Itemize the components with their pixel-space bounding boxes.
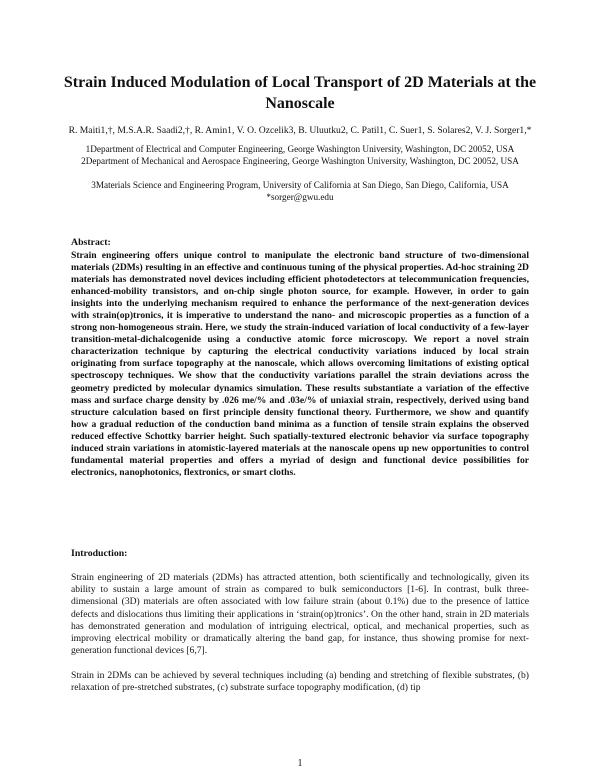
intro-paragraph-2: Strain in 2DMs can be achieved by several techniques including (a) bending and stretching of flexible substrates, (b) relaxation of pre-stretched substrates, (c) substrate surface topography modification, (d) tip (71, 670, 529, 694)
paper-title: Strain Induced Modulation of Local Transport of 2D Materials at the Nanoscale (63, 74, 537, 112)
affiliation-3: 3Materials Science and Engineering Program, University of California at San Diego, San Diego, California, USA (91, 180, 509, 190)
abstract-text: Strain engineering offers unique control to manipulate the electronic band structure of two-dimensional materials (2DMs) resulting in an effective and continuous tuning of the physical properties. Ad-hoc straining 2D materials has demonstrated novel devices including efficient photodetectors at telecommunication frequencies, enhanced-mobility transistors, and on-chip single photon source, for example. However, in order to gain insights into the underlying mechanism required to enhance the performance of the next-generation devices with strain(op)tronics, it is imperative to understand the nano- and microscopic properties as a function of a strong non-homogeneous strain. Here, we study the strain-induced variation of local conductivity of a few-layer transition-metal-dichalcogenide using a conductive atomic force microscopy. We report a novel strain characterization technique by capturing the electrical conductivity variations induced by local strain originating from surface topography at the nanoscale, which allows overcoming limitations of existing optical spectroscopy techniques. We show that the conductivity variations parallel the strain deviations across the geometry predicted by molecular dynamics simulation. These results substantiate a variation of the effective mass and surface charge density by .026 me/% and .03e/% of uniaxial strain, respectively, derived using band structure calculation based on first principle density functional theory. Furthermore, we show and quantify how a gradual reduction of the conduction band minima as a function of tensile strain explains the observed reduced effective Schottky barrier height. Such spatially-textured electronic behavior via surface topography induced strain variations in atomistic-layered materials at the nanoscale opens up new opportunities to control fundamental material properties and offers a myriad of design and functional device possibilities for electronics, nanophotonics, flextronics, or smart cloths. (71, 250, 529, 478)
intro-paragraph-1: Strain engineering of 2D materials (2DMs) has attracted attention, both scientifically and technologically, given its ability to sustain a large amount of strain as compared to bulk semiconductors [1-6]. In contrast, bulk three-dimensional (3D) materials are often associated with low failure strain (about 0.1%) due to the presence of lattice defects and dislocations thus limiting their applications in ‘strain(op)tronics’. On the other hand, strain in 2D materials has demonstrated generation and modulation of intriguing electrical, optical, and mechanical properties, such as improving electrical mobility or dramatically altering the band gap, for instance, thus showing promise for next-generation functional devices [6,7]. (71, 572, 529, 657)
affiliation-1: 1Department of Electrical and Computer Engineering, George Washington University, Washington, DC 20052, USA (85, 144, 515, 154)
abstract-heading: Abstract: (71, 237, 111, 248)
corresponding-email: *sorger@gwu.edu (266, 192, 334, 202)
author-list: R. Maiti1,†, M.S.A.R. Saadi2,†, R. Amin1, V. O. Ozcelik3, B. Uluutku2, C. Patil1, C. Suer1, S. Solares2, V. J. Sorger1,* (68, 125, 532, 136)
introduction-heading: Introduction: (71, 548, 128, 559)
affiliation-2: 2Department of Mechanical and Aerospace Engineering, George Washington University, Washington, DC 20052, USA (81, 156, 519, 166)
page-number: 1 (297, 758, 303, 769)
